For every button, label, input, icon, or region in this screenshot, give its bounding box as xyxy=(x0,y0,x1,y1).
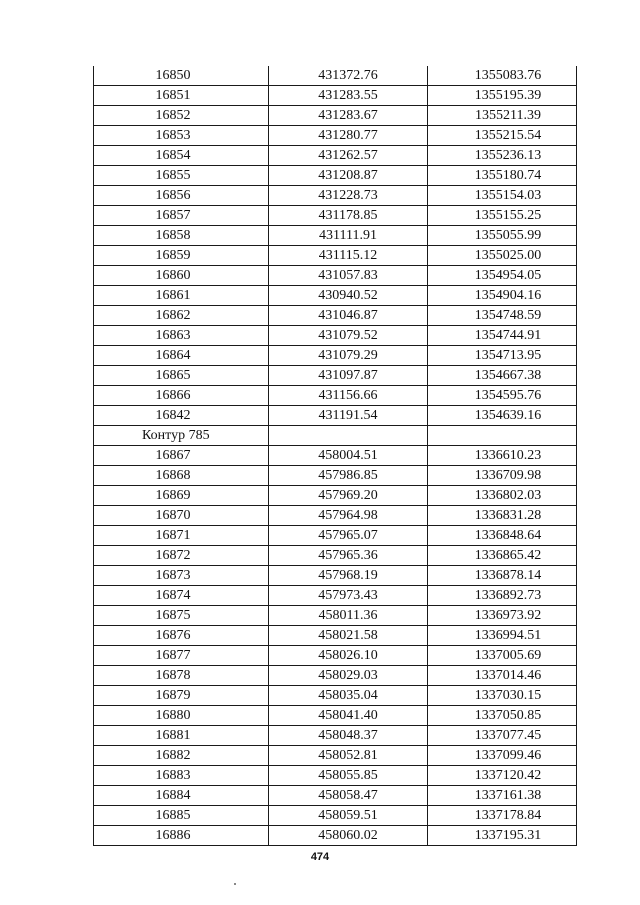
y-coordinate-text: 1354904.16 xyxy=(474,288,542,303)
x-coordinate-text: 457986.85 xyxy=(318,468,378,483)
x-coordinate-cell xyxy=(269,306,428,326)
x-coordinate-cell xyxy=(269,466,428,486)
x-coordinate-cell xyxy=(269,266,428,286)
y-coordinate-cell xyxy=(428,466,577,486)
y-coordinate-cell xyxy=(428,226,577,246)
point-number-cell xyxy=(94,366,269,386)
y-coordinate-text: 1354639.16 xyxy=(474,408,542,423)
table-row xyxy=(94,366,577,386)
x-coordinate-cell xyxy=(269,66,428,86)
point-number-cell xyxy=(94,486,269,506)
x-coordinate-text: 458048.37 xyxy=(318,728,378,743)
y-coordinate-cell xyxy=(428,666,577,686)
x-coordinate-cell xyxy=(269,86,428,106)
table-row xyxy=(94,466,577,486)
point-number-cell xyxy=(94,306,269,326)
point-number-text: 16860 xyxy=(155,268,191,283)
x-coordinate-text: 457969.20 xyxy=(318,488,378,503)
y-coordinate-cell xyxy=(428,706,577,726)
scan-speck xyxy=(234,883,236,885)
contour-header-row xyxy=(94,426,577,446)
y-coordinate-cell xyxy=(428,486,577,506)
point-number-cell xyxy=(94,626,269,646)
x-coordinate-cell xyxy=(269,686,428,706)
point-number-cell xyxy=(94,666,269,686)
x-coordinate-text: 431228.73 xyxy=(318,188,378,203)
x-coordinate-cell xyxy=(269,406,428,426)
y-coordinate-text: 1337120.42 xyxy=(474,768,542,783)
x-coordinate-text: 457964.98 xyxy=(318,508,378,523)
table-row xyxy=(94,406,577,426)
y-coordinate-cell xyxy=(428,806,577,826)
y-coordinate-text: 1355215.54 xyxy=(474,128,542,143)
point-number-cell xyxy=(94,166,269,186)
y-coordinate-text: 1336973.92 xyxy=(474,608,542,623)
x-coordinate-text: 431046.87 xyxy=(318,308,378,323)
point-number-text: 16883 xyxy=(155,768,191,783)
y-coordinate-cell xyxy=(428,66,577,86)
table-row xyxy=(94,826,577,846)
point-number-cell xyxy=(94,326,269,346)
point-number-text: 16872 xyxy=(155,548,191,563)
y-coordinate-text: 1355055.99 xyxy=(474,228,542,243)
table-row xyxy=(94,666,577,686)
y-coordinate-cell xyxy=(428,766,577,786)
point-number-cell xyxy=(94,526,269,546)
y-coordinate-text: 1336610.23 xyxy=(474,448,542,463)
point-number-cell xyxy=(94,726,269,746)
y-coordinate-cell xyxy=(428,366,577,386)
x-coordinate-cell xyxy=(269,326,428,346)
x-coordinate-cell xyxy=(269,166,428,186)
table-row xyxy=(94,766,577,786)
point-number-cell xyxy=(94,546,269,566)
y-coordinate-cell xyxy=(428,626,577,646)
point-number-cell xyxy=(94,646,269,666)
point-number-text: 16871 xyxy=(155,528,191,543)
table-row xyxy=(94,606,577,626)
point-number-text: 16882 xyxy=(155,748,191,763)
point-number-cell xyxy=(94,706,269,726)
table-row xyxy=(94,626,577,646)
point-number-cell xyxy=(94,226,269,246)
x-coordinate-text: 431283.55 xyxy=(318,88,378,103)
point-number-cell xyxy=(94,206,269,226)
table-row xyxy=(94,546,577,566)
empty-cell xyxy=(428,426,577,446)
y-coordinate-text: 1355025.00 xyxy=(474,248,542,263)
point-number-cell xyxy=(94,246,269,266)
point-number-text: 16856 xyxy=(155,188,191,203)
y-coordinate-text: 1337050.85 xyxy=(474,708,542,723)
point-number-cell xyxy=(94,786,269,806)
point-number-cell xyxy=(94,346,269,366)
point-number-text: 16853 xyxy=(155,128,191,143)
y-coordinate-cell xyxy=(428,146,577,166)
point-number-text: 16862 xyxy=(155,308,191,323)
y-coordinate-text: 1337005.69 xyxy=(474,648,542,663)
table-row xyxy=(94,706,577,726)
table-row xyxy=(94,206,577,226)
table-row xyxy=(94,446,577,466)
x-coordinate-cell xyxy=(269,186,428,206)
x-coordinate-cell xyxy=(269,746,428,766)
x-coordinate-text: 458052.81 xyxy=(318,748,378,763)
y-coordinate-text: 1337099.46 xyxy=(474,748,542,763)
x-coordinate-cell xyxy=(269,626,428,646)
table-row xyxy=(94,806,577,826)
point-number-text: 16865 xyxy=(155,368,191,383)
point-number-cell xyxy=(94,86,269,106)
x-coordinate-cell xyxy=(269,666,428,686)
x-coordinate-text: 458026.10 xyxy=(318,648,378,663)
x-coordinate-cell xyxy=(269,366,428,386)
table-row xyxy=(94,146,577,166)
y-coordinate-cell xyxy=(428,546,577,566)
point-number-text: 16876 xyxy=(155,628,191,643)
x-coordinate-text: 431280.77 xyxy=(318,128,378,143)
y-coordinate-cell xyxy=(428,566,577,586)
point-number-cell xyxy=(94,766,269,786)
x-coordinate-text: 458011.36 xyxy=(318,608,378,623)
point-number-text: 16859 xyxy=(155,248,191,263)
contour-label: Контур 785 xyxy=(94,426,269,446)
y-coordinate-text: 1355155.25 xyxy=(474,208,542,223)
x-coordinate-cell xyxy=(269,726,428,746)
y-coordinate-text: 1336802.03 xyxy=(474,488,542,503)
point-number-cell xyxy=(94,806,269,826)
y-coordinate-cell xyxy=(428,266,577,286)
x-coordinate-text: 431178.85 xyxy=(318,208,378,223)
y-coordinate-text: 1354744.91 xyxy=(474,328,542,343)
y-coordinate-cell xyxy=(428,506,577,526)
point-number-cell xyxy=(94,66,269,86)
y-coordinate-text: 1354667.38 xyxy=(474,368,542,383)
x-coordinate-cell xyxy=(269,546,428,566)
x-coordinate-cell xyxy=(269,126,428,146)
point-number-cell xyxy=(94,126,269,146)
y-coordinate-cell xyxy=(428,246,577,266)
table-row xyxy=(94,686,577,706)
table-row xyxy=(94,166,577,186)
point-number-text: 16868 xyxy=(155,468,191,483)
table-row xyxy=(94,346,577,366)
point-number-cell xyxy=(94,466,269,486)
x-coordinate-cell xyxy=(269,646,428,666)
point-number-cell xyxy=(94,566,269,586)
empty-cell xyxy=(269,426,428,446)
point-number-cell xyxy=(94,606,269,626)
point-number-cell xyxy=(94,586,269,606)
point-number-text: 16879 xyxy=(155,688,191,703)
table-row xyxy=(94,286,577,306)
point-number-text: 16884 xyxy=(155,788,191,803)
point-number-text: 16857 xyxy=(155,208,191,223)
x-coordinate-text: 458035.04 xyxy=(318,688,378,703)
x-coordinate-cell xyxy=(269,446,428,466)
y-coordinate-cell xyxy=(428,586,577,606)
point-number-text: 16877 xyxy=(155,648,191,663)
x-coordinate-cell xyxy=(269,226,428,246)
y-coordinate-text: 1336709.98 xyxy=(474,468,542,483)
x-coordinate-text: 431115.12 xyxy=(318,248,378,263)
point-number-text: 16873 xyxy=(155,568,191,583)
x-coordinate-cell xyxy=(269,586,428,606)
y-coordinate-cell xyxy=(428,746,577,766)
table-row xyxy=(94,646,577,666)
coordinates-table xyxy=(93,66,577,846)
point-number-cell xyxy=(94,746,269,766)
y-coordinate-cell xyxy=(428,86,577,106)
table-row xyxy=(94,326,577,346)
y-coordinate-cell xyxy=(428,826,577,846)
y-coordinate-text: 1337014.46 xyxy=(474,668,542,683)
y-coordinate-text: 1336865.42 xyxy=(474,548,542,563)
table-row xyxy=(94,126,577,146)
y-coordinate-cell xyxy=(428,306,577,326)
point-number-cell xyxy=(94,506,269,526)
y-coordinate-cell xyxy=(428,286,577,306)
point-number-text: 16855 xyxy=(155,168,191,183)
y-coordinate-text: 1337178.84 xyxy=(474,808,542,823)
x-coordinate-text: 458055.85 xyxy=(318,768,378,783)
point-number-text: 16866 xyxy=(155,388,191,403)
x-coordinate-text: 458058.47 xyxy=(318,788,378,803)
x-coordinate-text: 431111.91 xyxy=(319,228,377,243)
y-coordinate-cell xyxy=(428,166,577,186)
y-coordinate-text: 1354954.05 xyxy=(474,268,542,283)
x-coordinate-cell xyxy=(269,486,428,506)
point-number-text: 16880 xyxy=(155,708,191,723)
x-coordinate-text: 431057.83 xyxy=(318,268,378,283)
y-coordinate-cell xyxy=(428,326,577,346)
y-coordinate-cell xyxy=(428,446,577,466)
y-coordinate-text: 1337161.38 xyxy=(474,788,542,803)
point-number-cell xyxy=(94,286,269,306)
x-coordinate-cell xyxy=(269,346,428,366)
y-coordinate-cell xyxy=(428,406,577,426)
table-row xyxy=(94,746,577,766)
point-number-text: 16885 xyxy=(155,808,191,823)
table-row xyxy=(94,306,577,326)
y-coordinate-text: 1354595.76 xyxy=(474,388,542,403)
x-coordinate-text: 431283.67 xyxy=(318,108,378,123)
y-coordinate-cell xyxy=(428,346,577,366)
x-coordinate-cell xyxy=(269,146,428,166)
table-row xyxy=(94,66,577,86)
point-number-cell xyxy=(94,386,269,406)
point-number-cell xyxy=(94,266,269,286)
x-coordinate-cell xyxy=(269,506,428,526)
table-row xyxy=(94,86,577,106)
x-coordinate-text: 457968.19 xyxy=(318,568,378,583)
x-coordinate-cell xyxy=(269,766,428,786)
y-coordinate-cell xyxy=(428,126,577,146)
point-number-text: 16874 xyxy=(155,588,191,603)
point-number-text: 16869 xyxy=(155,488,191,503)
x-coordinate-text: 458029.03 xyxy=(318,668,378,683)
point-number-cell xyxy=(94,686,269,706)
point-number-cell xyxy=(94,406,269,426)
point-number-cell xyxy=(94,446,269,466)
point-number-text: 16886 xyxy=(155,828,191,843)
point-number-text: 16854 xyxy=(155,148,191,163)
table-row xyxy=(94,266,577,286)
y-coordinate-text: 1337077.45 xyxy=(474,728,542,743)
x-coordinate-text: 458021.58 xyxy=(318,628,378,643)
x-coordinate-text: 431079.29 xyxy=(318,348,378,363)
table-row xyxy=(94,786,577,806)
x-coordinate-cell xyxy=(269,286,428,306)
page-number: 474 xyxy=(310,851,330,863)
x-coordinate-cell xyxy=(269,106,428,126)
y-coordinate-text: 1355083.76 xyxy=(474,68,542,83)
x-coordinate-cell xyxy=(269,206,428,226)
point-number-cell xyxy=(94,186,269,206)
y-coordinate-cell xyxy=(428,526,577,546)
x-coordinate-text: 458059.51 xyxy=(318,808,378,823)
x-coordinate-text: 458041.40 xyxy=(318,708,378,723)
point-number-text: 16864 xyxy=(155,348,191,363)
point-number-text: 16851 xyxy=(155,88,191,103)
table-row xyxy=(94,726,577,746)
y-coordinate-text: 1336994.51 xyxy=(474,628,542,643)
y-coordinate-cell xyxy=(428,726,577,746)
point-number-text: 16870 xyxy=(155,508,191,523)
y-coordinate-text: 1336892.73 xyxy=(474,588,542,603)
y-coordinate-text: 1355211.39 xyxy=(475,108,541,123)
point-number-text: 16875 xyxy=(155,608,191,623)
x-coordinate-cell xyxy=(269,706,428,726)
y-coordinate-text: 1337195.31 xyxy=(474,828,542,843)
y-coordinate-cell xyxy=(428,206,577,226)
y-coordinate-cell xyxy=(428,386,577,406)
x-coordinate-cell xyxy=(269,386,428,406)
table-row xyxy=(94,586,577,606)
y-coordinate-text: 1337030.15 xyxy=(474,688,542,703)
x-coordinate-text: 431079.52 xyxy=(318,328,378,343)
table-row xyxy=(94,506,577,526)
coordinates-table-body xyxy=(94,66,577,846)
x-coordinate-cell xyxy=(269,526,428,546)
x-coordinate-text: 458060.02 xyxy=(318,828,378,843)
point-number-text: 16852 xyxy=(155,108,191,123)
y-coordinate-cell xyxy=(428,186,577,206)
x-coordinate-text: 458004.51 xyxy=(318,448,378,463)
x-coordinate-cell xyxy=(269,786,428,806)
x-coordinate-text: 431097.87 xyxy=(318,368,378,383)
y-coordinate-cell xyxy=(428,646,577,666)
x-coordinate-text: 431156.66 xyxy=(318,388,378,403)
y-coordinate-text: 1336848.64 xyxy=(474,528,542,543)
table-row xyxy=(94,186,577,206)
table-row xyxy=(94,386,577,406)
x-coordinate-text: 431372.76 xyxy=(318,68,378,83)
y-coordinate-cell xyxy=(428,786,577,806)
y-coordinate-cell xyxy=(428,686,577,706)
x-coordinate-cell xyxy=(269,826,428,846)
x-coordinate-text: 431208.87 xyxy=(318,168,378,183)
y-coordinate-text: 1336878.14 xyxy=(474,568,542,583)
point-number-cell xyxy=(94,106,269,126)
x-coordinate-text: 430940.52 xyxy=(318,288,378,303)
point-number-text: 16878 xyxy=(155,668,191,683)
point-number-text: 16863 xyxy=(155,328,191,343)
table-row xyxy=(94,526,577,546)
y-coordinate-text: 1336831.28 xyxy=(474,508,542,523)
x-coordinate-cell xyxy=(269,606,428,626)
x-coordinate-text: 457973.43 xyxy=(318,588,378,603)
table-row xyxy=(94,226,577,246)
point-number-cell xyxy=(94,146,269,166)
point-number-text: 16867 xyxy=(155,448,191,463)
x-coordinate-text: 457965.07 xyxy=(318,528,378,543)
table-row xyxy=(94,486,577,506)
point-number-text: 16881 xyxy=(155,728,191,743)
table-row xyxy=(94,246,577,266)
point-number-cell xyxy=(94,826,269,846)
table-row xyxy=(94,106,577,126)
x-coordinate-cell xyxy=(269,806,428,826)
point-number-text: 16842 xyxy=(155,408,191,423)
x-coordinate-text: 431191.54 xyxy=(318,408,378,423)
x-coordinate-text: 457965.36 xyxy=(318,548,378,563)
table-row xyxy=(94,566,577,586)
y-coordinate-text: 1355195.39 xyxy=(474,88,542,103)
y-coordinate-text: 1355236.13 xyxy=(474,148,542,163)
x-coordinate-cell xyxy=(269,246,428,266)
x-coordinate-text: 431262.57 xyxy=(318,148,378,163)
point-number-text: 16858 xyxy=(155,228,191,243)
y-coordinate-text: 1354748.59 xyxy=(474,308,542,323)
y-coordinate-cell xyxy=(428,106,577,126)
point-number-text: 16861 xyxy=(155,288,191,303)
x-coordinate-cell xyxy=(269,566,428,586)
y-coordinate-text: 1355154.03 xyxy=(474,188,542,203)
point-number-text: 16850 xyxy=(155,68,191,83)
y-coordinate-text: 1355180.74 xyxy=(474,168,542,183)
y-coordinate-cell xyxy=(428,606,577,626)
y-coordinate-text: 1354713.95 xyxy=(474,348,542,363)
